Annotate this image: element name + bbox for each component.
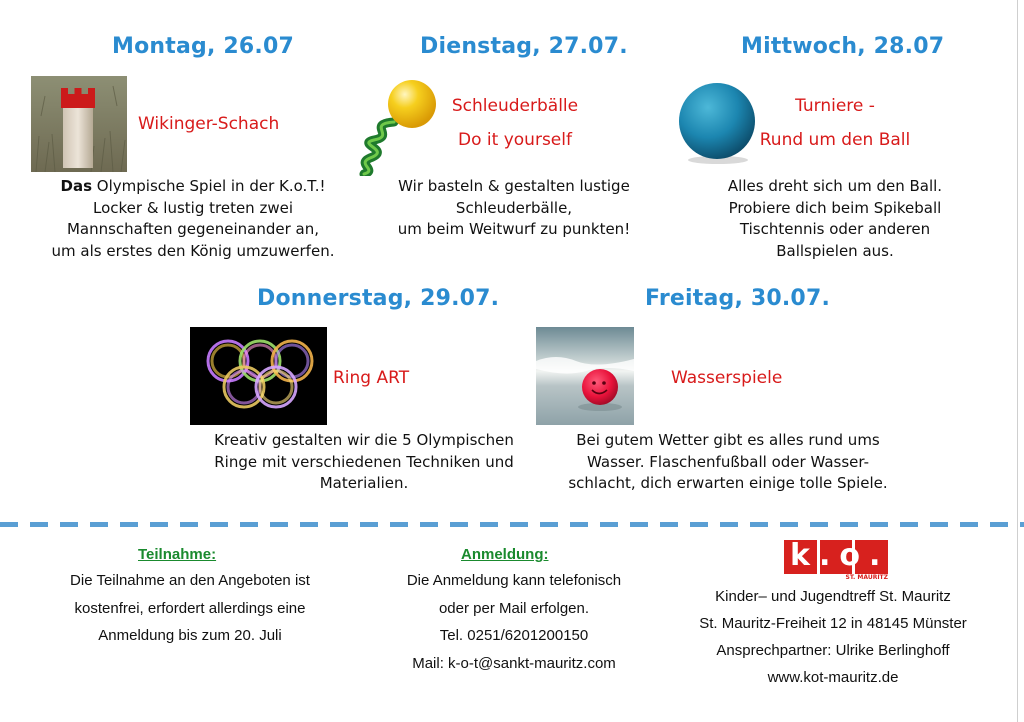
day-heading-freitag: Freitag, 30.07. <box>645 286 831 311</box>
anmeldung-heading: Anmeldung: <box>461 546 549 563</box>
description-montag-line3: Mannschaften gegeneinander an, <box>66 220 320 238</box>
day-heading-donnerstag: Donnerstag, 29.07. <box>257 286 500 311</box>
contact-text <box>670 583 996 691</box>
activity-dienstag <box>444 89 586 157</box>
kot-logo-text: k.o.t. <box>790 538 934 573</box>
description-freitag <box>550 430 906 495</box>
schleuderball-photo <box>356 78 440 176</box>
description-dienstag-line3: um beim Weitwurf zu punkten! <box>397 220 631 238</box>
activity-mittwoch <box>756 89 914 157</box>
olympic-rings-photo <box>190 327 327 425</box>
anmeldung-text <box>374 567 654 677</box>
description-donnerstag-line3: Materialien. <box>319 474 409 492</box>
activity-mittwoch-line2: Rund um den Ball <box>759 130 911 150</box>
description-mittwoch-line2: Probiere dich beim Spikeball <box>728 198 942 217</box>
activity-dienstag-line1: Schleuderbälle <box>451 96 579 116</box>
anmeldung-mail: Mail: k-o-t@sankt-mauritz.com <box>412 654 616 672</box>
activity-donnerstag: Ring ART <box>333 368 410 388</box>
wikinger-schach-photo <box>31 76 127 172</box>
teilnahme-line1: Die Teilnahme an den Angeboten ist <box>70 572 310 589</box>
contact-address: St. Mauritz-Freiheit 12 in 48145 Münster <box>699 615 967 632</box>
kot-logo <box>784 538 934 584</box>
description-montag <box>20 176 366 262</box>
description-montag-line2: Locker & lustig treten zwei <box>93 198 293 217</box>
anmeldung-phone: Tel. 0251/6201200150 <box>439 627 589 644</box>
description-mittwoch-line3: Tischtennis oder anderen <box>739 220 931 238</box>
description-mittwoch <box>704 176 966 262</box>
description-mittwoch-line4: Ballspielen aus. <box>776 241 894 260</box>
description-montag-bold: Das <box>60 177 93 195</box>
kot-logo-subtitle: ST. MAURITZ <box>845 574 888 581</box>
description-freitag-line1: Bei gutem Wetter gibt es alles rund ums <box>576 431 880 449</box>
anmeldung-line1: Die Anmeldung kann telefonisch <box>406 572 622 589</box>
teilnahme-line2: kostenfrei, erfordert allerdings eine <box>74 599 306 617</box>
description-dienstag-line2: Schleuderbälle, <box>455 198 573 217</box>
dashed-divider <box>0 522 1024 527</box>
activity-dienstag-line2: Do it yourself <box>458 130 572 150</box>
contact-line1: Kinder– und Jugendtreff St. Mauritz <box>715 588 951 605</box>
day-heading-dienstag: Dienstag, 27.07. <box>420 34 628 59</box>
description-dienstag <box>374 176 654 241</box>
description-mittwoch-line1: Alles dreht sich um den Ball. <box>727 177 943 195</box>
teilnahme-text <box>34 567 346 650</box>
activity-mittwoch-line1: Turniere - <box>795 96 875 116</box>
description-montag-line1: Olympische Spiel in der K.o.T.! <box>92 177 326 195</box>
contact-person: Ansprechpartner: Ulrike Berlinghoff <box>716 642 950 659</box>
description-freitag-line2: Wasser. Flaschenfußball oder Wasser- <box>587 452 869 471</box>
teilnahme-heading: Teilnahme: <box>138 546 217 563</box>
day-heading-mittwoch: Mittwoch, 28.07 <box>741 34 945 59</box>
description-freitag-line3: schlacht, dich erwarten einige tolle Spiele. <box>568 474 888 492</box>
description-dienstag-line1: Wir basteln & gestalten lustige <box>398 177 630 195</box>
description-donnerstag-line2: Ringe mit verschiedenen Techniken und <box>214 452 514 471</box>
description-donnerstag-line1: Kreativ gestalten wir die 5 Olympischen <box>214 431 514 449</box>
teilnahme-line3: Anmeldung bis zum 20. Juli <box>98 627 282 644</box>
activity-freitag: Wasserspiele <box>671 368 783 388</box>
red-ball-on-beach-photo <box>536 327 634 425</box>
anmeldung-line2: oder per Mail erfolgen. <box>438 599 590 617</box>
day-heading-montag: Montag, 26.07 <box>112 34 294 59</box>
description-montag-line4: um als erstes den König umzuwerfen. <box>51 241 335 260</box>
page-edge <box>1017 0 1018 722</box>
contact-website[interactable]: www.kot-mauritz.de <box>767 669 899 686</box>
blue-ball-photo <box>676 80 758 166</box>
description-donnerstag <box>196 430 532 495</box>
activity-montag: Wikinger-Schach <box>138 114 280 134</box>
